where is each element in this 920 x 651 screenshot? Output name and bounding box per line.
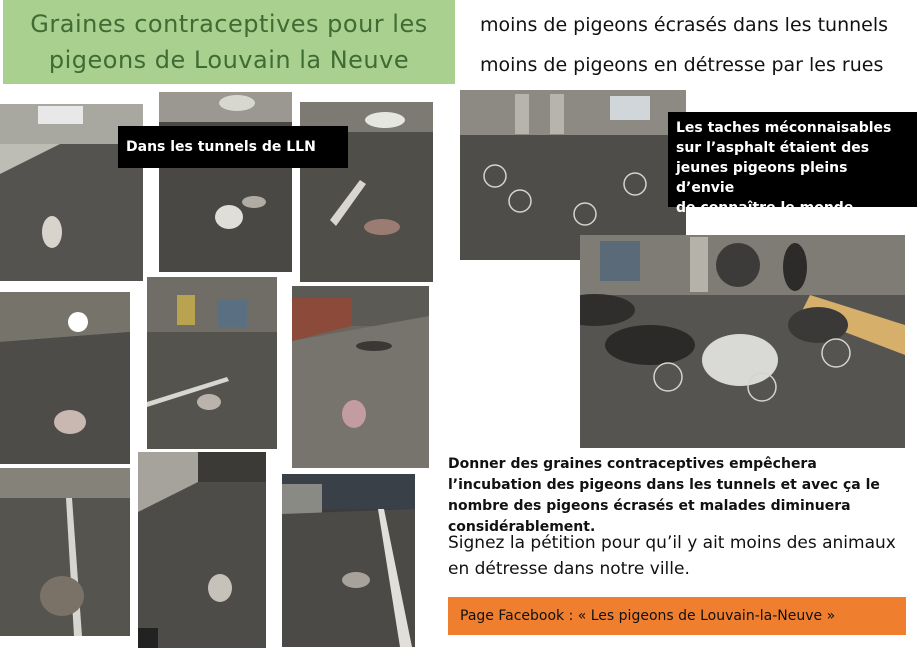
photo-tunnel-7 (0, 468, 130, 636)
photo-pigeons-composite (580, 235, 905, 448)
photo-tunnel-9 (282, 474, 415, 647)
facebook-link-bar[interactable] (448, 597, 906, 635)
photo-tunnel-5 (147, 277, 277, 449)
photo-tunnel-8 (138, 452, 266, 648)
caption-tunnels: Dans les tunnels de LLN (118, 126, 348, 168)
facebook-link-text[interactable]: Page Facebook : « Les pigeons de Louvain-la-Neuve » (460, 608, 836, 624)
page-title: Graines contraceptives pour les pigeons de Louvain la Neuve (30, 10, 428, 74)
headline-line-1: moins de pigeons écrasés dans les tunnels (480, 14, 889, 36)
info-paragraph: Donner des graines contraceptives empêchera l’incubation des pigeons dans les tunnels et avec ça le nombre des pigeons écrasés et malades diminuera considérablement. (448, 456, 880, 535)
headline-line-2: moins de pigeons en détresse par les rues (480, 54, 884, 76)
photo-tunnel-4 (0, 292, 130, 464)
title-banner (3, 0, 455, 84)
caption-stains: Les taches méconnaisables sur l’asphalt étaient des jeunes pigeons pleins d’envie de connaître le monde. (668, 112, 917, 207)
petition-paragraph: Signez la pétition pour qu’il y ait moins des animaux en détresse dans notre ville. (448, 533, 896, 579)
photo-tunnel-6 (292, 286, 429, 468)
photo-tunnel-2 (159, 92, 292, 272)
